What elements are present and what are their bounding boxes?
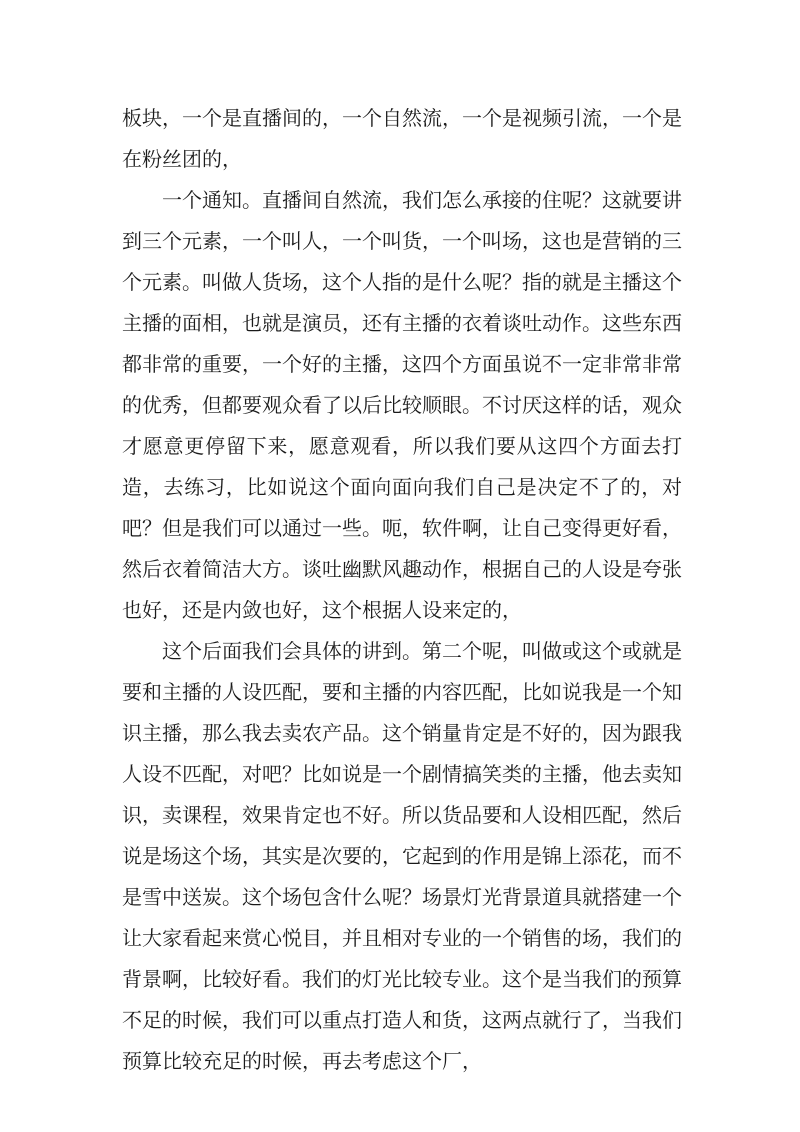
- paragraph-3: 这个后面我们会具体的讲到。第二个呢，叫做或这个或就是要和主播的人设匹配，要和主播的内容匹配，比如说我是一个知识主播，那么我去卖农产品。这个销量肯定是不好的，因为跟我人设不匹配，对吧？比如说是一个剧情搞笑类的主播，他去卖知识，卖课程，效果肯定也不好。所以货品要和人设相匹配，然后说是场这个场，其实是次要的，它起到的作用是锦上添花，而不是雪中送炭。这个场包含什么呢？场景灯光背景道具就搭建一个让大家看起来赏心悦目，并且相对专业的一个销售的场，我们的背景啊，比较好看。我们的灯光比较专业。这个是当我们的预算不足的时候，我们可以重点打造人和货，这两点就行了，当我们预算比较充足的时候，再去考虑这个厂，: [122, 639, 682, 1073]
- paragraph-1: 板块，一个是直播间的，一个自然流，一个是视频引流，一个是在粉丝团的，: [122, 106, 682, 171]
- document-body: [122, 98, 682, 1082]
- paragraph-2: 一个通知。直播间自然流，我们怎么承接的住呢？这就要讲到三个元素，一个叫人，一个叫货，一个叫场，这也是营销的三个元素。叫做人货场，这个人指的是什么呢？指的就是主播这个主播的面相，也就是演员，还有主播的衣着谈吐动作。这些东西都非常的重要，一个好的主播，这四个方面虽说不一定非常非常的优秀，但都要观众看了以后比较顺眼。不讨厌这样的话，观众才愿意更停留下来，愿意观看，所以我们要从这四个方面去打造，去练习，比如说这个面向面向我们自己是决定不了的，对吧？但是我们可以通过一些。呃，软件啊，让自己变得更好看，然后衣着简洁大方。谈吐幽默风趣动作，根据自己的人设是夸张也好，还是内敛也好，这个根据人设来定的，: [122, 188, 682, 622]
